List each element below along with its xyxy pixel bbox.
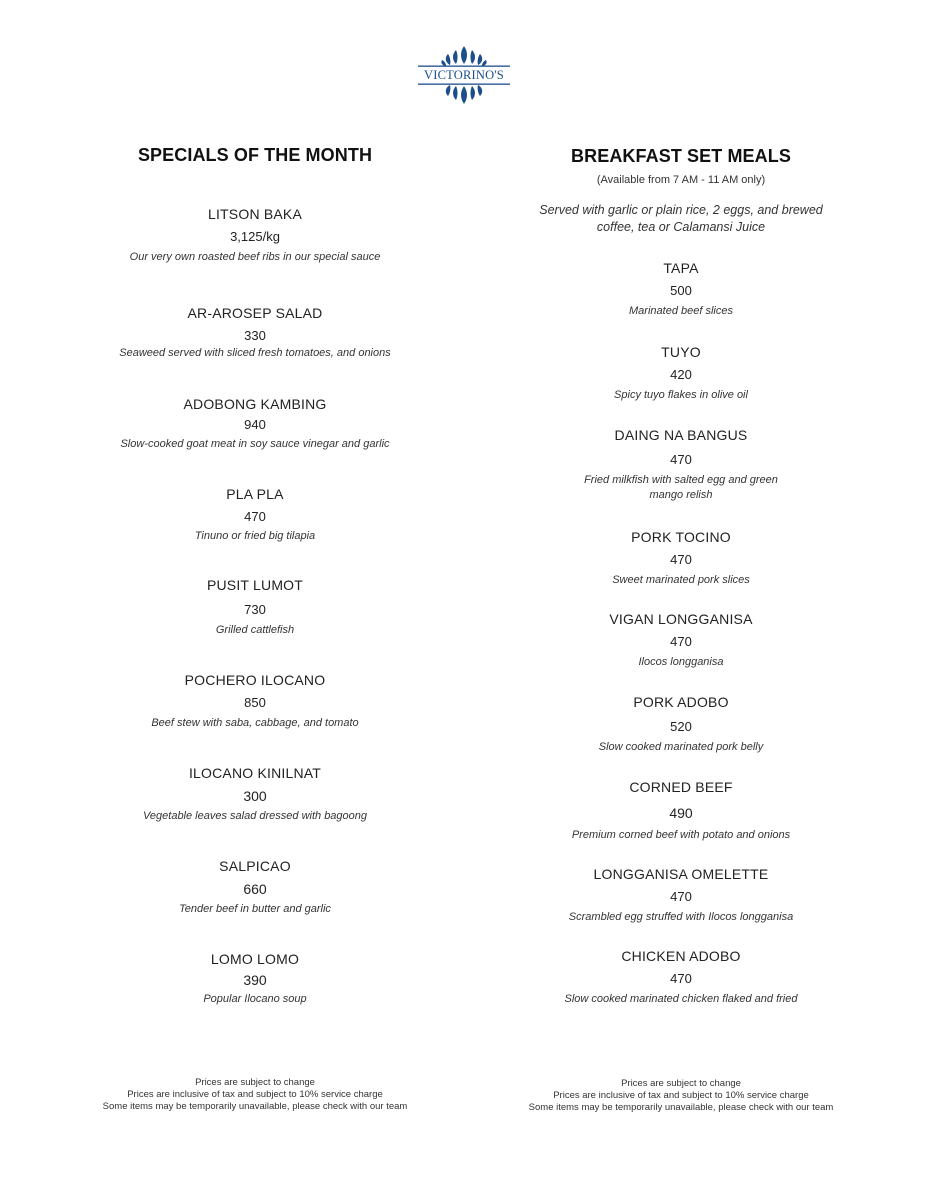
served-with-note: Served with garlic or plain rice, 2 eggs, and brewed coffee, tea or Calamansi Juice [539,203,823,234]
item-price: 330 [244,328,266,343]
item-name: LITSON BAKA [207,206,302,222]
item-name: ILOCANO KINILNAT [188,765,322,781]
item-name: PORK ADOBO [633,694,729,710]
item-price: 940 [244,417,266,432]
price-footnote [100,1077,410,1113]
item-name: CHICKEN ADOBO [621,948,741,964]
item-description: Slow cooked marinated chicken flaked and fried [564,993,798,1005]
footnote-line: Prices are subject to change [195,1077,315,1088]
item-description: Seaweed served with sliced fresh tomatoes, and onions [119,347,391,359]
item-price: 300 [243,788,267,804]
item-description: Grilled cattlefish [215,624,295,636]
item-description: Beef stew with saba, cabbage, and tomato [151,717,359,729]
item-name: VIGAN LONGGANISA [609,611,753,627]
logo-wordmark: VICTORINO'S [424,68,504,82]
item-price: 850 [244,695,266,710]
footnote-line: Some items may be temporarily unavailable, please check with our team [528,1102,834,1113]
item-description: Slow cooked marinated pork belly [598,741,764,753]
item-description: Ilocos longganisa [638,656,724,668]
item-price: 660 [243,881,267,897]
item-name: LONGGANISA OMELETTE [593,866,769,882]
item-price: 420 [670,367,692,382]
item-description: Tinuno or fried big tilapia [194,530,316,542]
item-description: Spicy tuyo flakes in olive oil [614,389,748,401]
item-price: 470 [670,889,692,904]
breakfast-title: BREAKFAST SET MEALS [571,146,791,166]
item-name: LOMO LOMO [210,951,300,967]
item-price: 730 [244,602,266,617]
item-description: Premium corned beef with potato and onions [571,829,791,841]
item-name: TUYO [661,344,701,360]
item-description: Tender beef in butter and garlic [179,903,331,915]
footnote-line: Some items may be temporarily unavailable, please check with our team [102,1101,408,1112]
item-price: 3,125/kg [230,229,280,244]
item-description: Popular Ilocano soup [203,993,307,1005]
item-price: 470 [670,634,692,649]
availability-note: (Available from 7 AM - 11 AM only) [596,174,766,186]
item-description: Marinated beef slices [629,305,733,317]
item-price: 470 [670,452,692,467]
footnote-line: Prices are inclusive of tax and subject to 10% service charge [127,1089,383,1100]
item-name: TAPA [663,260,699,276]
item-description: Sweet marinated pork slices [612,574,750,586]
specials-title: SPECIALS OF THE MONTH [137,145,373,165]
item-description: Vegetable leaves salad dressed with bagoong [142,810,368,822]
item-price: 470 [670,971,692,986]
item-name: ADOBONG KAMBING [183,396,327,412]
item-price: 470 [670,552,692,567]
item-name: PLA PLA [226,486,284,502]
item-description: Our very own roasted beef ribs in our special sauce [129,251,381,263]
item-description: Slow-cooked goat meat in soy sauce vinegar and garlic [120,438,390,450]
item-price: 390 [243,972,267,988]
item-name: PUSIT LUMOT [206,577,304,593]
item-name: POCHERO ILOCANO [184,672,326,688]
item-name: AR-AROSEP SALAD [187,305,323,321]
item-price: 500 [670,283,692,298]
footnote-line: Prices are inclusive of tax and subject to 10% service charge [553,1090,809,1101]
item-description: Scrambled egg struffed with Ilocos longganisa [568,911,794,923]
price-footnote [522,1078,840,1114]
brand-logo [416,44,512,106]
item-name: CORNED BEEF [629,779,733,795]
item-description: Fried milkfish with salted egg and green mango relish [584,474,778,501]
item-price: 470 [244,509,266,524]
item-name: DAING NA BANGUS [614,427,748,443]
item-name: SALPICAO [219,858,291,874]
footnote-line: Prices are subject to change [621,1078,741,1089]
item-name: PORK TOCINO [631,529,731,545]
item-price: 490 [669,805,693,821]
item-price: 520 [670,719,692,734]
